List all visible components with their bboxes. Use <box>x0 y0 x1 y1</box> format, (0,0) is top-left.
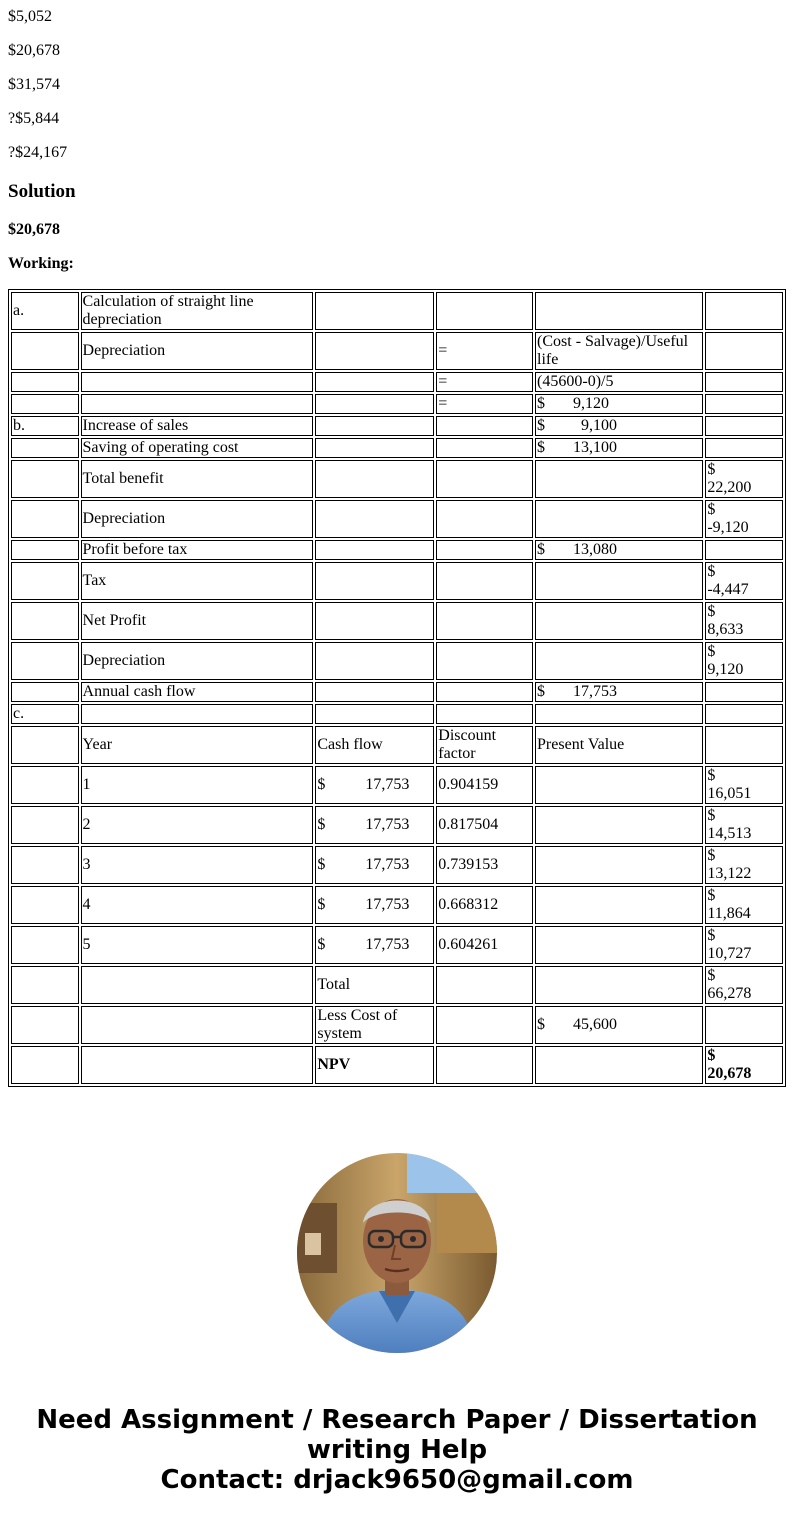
row-label: Saving of operating cost <box>81 438 314 458</box>
table-row <box>11 438 783 458</box>
present-value-cell: $ 10,727 <box>705 926 783 964</box>
table-row <box>11 562 783 600</box>
present-value-cell: $ 13,122 <box>705 846 783 884</box>
row-label: Profit before tax <box>81 540 314 560</box>
year-cell: 5 <box>81 926 314 964</box>
formula-numbers: (45600-0)/5 <box>535 372 703 392</box>
answer-value: $20,678 <box>8 221 60 238</box>
total-label: Total <box>315 966 434 1004</box>
row-label: Depreciation <box>81 500 314 538</box>
table-row <box>11 394 783 414</box>
cash-flow-cell: $ 17,753 <box>315 806 434 844</box>
discount-factor-cell: 0.739153 <box>436 846 533 884</box>
row-label: Depreciation <box>81 332 314 370</box>
row-label: Net Profit <box>81 602 314 640</box>
row-label: Total benefit <box>81 460 314 498</box>
cash-flow-cell: $ 17,753 <box>315 766 434 804</box>
row-label: Annual cash flow <box>81 682 314 702</box>
cash-flow-cell: $ 17,753 <box>315 846 434 884</box>
column-header-present-value: Present Value <box>535 726 703 764</box>
option-4: ?$5,844 <box>8 110 60 127</box>
amount: $ 22,200 <box>705 460 783 498</box>
row-label: Increase of sales <box>81 416 314 436</box>
table-row <box>11 642 783 680</box>
amount: $ 13,100 <box>535 438 703 458</box>
formula-text: (Cost - Salvage)/Useful life <box>535 332 703 370</box>
row-label: Tax <box>81 562 314 600</box>
equals-sign: = <box>436 332 533 370</box>
option-3: $31,574 <box>8 76 60 93</box>
table-row <box>11 372 783 392</box>
amount: $ 9,120 <box>535 394 703 414</box>
column-header-discount-factor: Discount factor <box>436 726 533 764</box>
option-5: ?$24,167 <box>8 144 68 161</box>
less-cost-value: $ 45,600 <box>535 1006 703 1044</box>
table-row <box>11 1006 783 1044</box>
table-header-row <box>11 726 783 764</box>
cash-flow-cell: $ 17,753 <box>315 926 434 964</box>
present-value-cell: $ 16,051 <box>705 766 783 804</box>
row-label: Depreciation <box>81 642 314 680</box>
table-row <box>11 602 783 640</box>
column-header-cash-flow: Cash flow <box>315 726 434 764</box>
discount-factor-cell: 0.604261 <box>436 926 533 964</box>
table-row <box>11 460 783 498</box>
amount: $ 17,753 <box>535 682 703 702</box>
discount-factor-cell: 0.817504 <box>436 806 533 844</box>
amount: $ -4,447 <box>705 562 783 600</box>
table-row <box>11 500 783 538</box>
banner-contact: Contact: drjack9650@gmail.com <box>160 1465 634 1495</box>
npv-value: $ 20,678 <box>705 1046 783 1084</box>
section-label: b. <box>11 416 79 436</box>
banner-line-1: Need Assignment / Research Paper / Dissertation <box>36 1405 758 1435</box>
table-row <box>11 704 783 724</box>
year-cell: 2 <box>81 806 314 844</box>
year-cell: 4 <box>81 886 314 924</box>
section-title: Calculation of straight line depreciation <box>81 292 314 330</box>
year-cell: 1 <box>81 766 314 804</box>
total-value: $ 66,278 <box>705 966 783 1004</box>
table-row <box>11 540 783 560</box>
column-header-year: Year <box>81 726 314 764</box>
section-label: a. <box>11 292 79 330</box>
table-row <box>11 332 783 370</box>
discount-factor-cell: 0.904159 <box>436 766 533 804</box>
table-row <box>11 846 783 884</box>
working-table <box>8 289 786 1087</box>
npv-label: NPV <box>315 1046 434 1084</box>
amount: $ 9,120 <box>705 642 783 680</box>
working-label: Working: <box>8 255 74 272</box>
contact-banner <box>0 1405 794 1495</box>
less-cost-label: Less Cost of system <box>315 1006 434 1044</box>
present-value-cell: $ 14,513 <box>705 806 783 844</box>
table-row <box>11 806 783 844</box>
table-row <box>11 1046 783 1084</box>
banner-line-2: writing Help <box>306 1435 488 1465</box>
equals-sign: = <box>436 394 533 414</box>
table-row <box>11 966 783 1004</box>
amount: $ -9,120 <box>705 500 783 538</box>
solution-heading: Solution <box>8 181 76 202</box>
section-label: c. <box>11 704 79 724</box>
option-2: $20,678 <box>8 42 60 59</box>
cash-flow-cell: $ 17,753 <box>315 886 434 924</box>
person-portrait-icon <box>297 1153 497 1353</box>
table-row <box>11 682 783 702</box>
amount: $ 9,100 <box>535 416 703 436</box>
table-row <box>11 926 783 964</box>
present-value-cell: $ 11,864 <box>705 886 783 924</box>
table-row <box>11 416 783 436</box>
discount-factor-cell: 0.668312 <box>436 886 533 924</box>
amount: $ 8,633 <box>705 602 783 640</box>
author-avatar <box>297 1153 497 1353</box>
answer-options <box>8 8 67 178</box>
table-row <box>11 886 783 924</box>
amount: $ 13,080 <box>535 540 703 560</box>
table-row <box>11 292 783 330</box>
option-1: $5,052 <box>8 8 52 25</box>
year-cell: 3 <box>81 846 314 884</box>
table-row <box>11 766 783 804</box>
equals-sign: = <box>436 372 533 392</box>
